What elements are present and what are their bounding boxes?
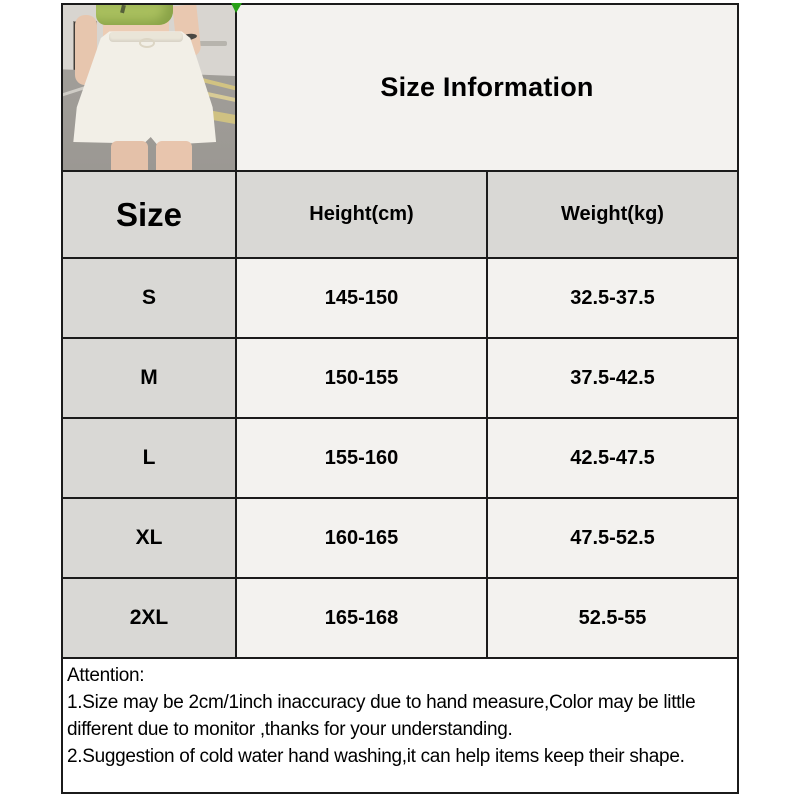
size-value: 2XL — [129, 606, 169, 629]
attention-line: different due to monitor ,thanks for your understanding. — [67, 719, 513, 740]
header-size — [63, 172, 235, 257]
attention-heading: Attention: — [67, 665, 145, 686]
header-height-label: Height(cm) — [309, 203, 414, 225]
table-row-2xl-size — [63, 579, 235, 657]
table-row-s-size — [63, 259, 235, 337]
size-value: S — [141, 286, 156, 309]
attention-line: 2.Suggestion of cold water hand washing,it can help items keep their shape. — [67, 746, 685, 767]
weight-value: 42.5-47.5 — [570, 446, 655, 469]
table-row-xl-size — [63, 499, 235, 577]
header-height — [237, 172, 486, 257]
page-title: Size Information — [380, 72, 594, 102]
table-row-m-size — [63, 339, 235, 417]
weight-value: 37.5-42.5 — [570, 366, 655, 389]
wall-graffiti — [199, 41, 227, 46]
table-row-xl-weight — [488, 499, 737, 577]
size-value: L — [142, 446, 156, 469]
height-value: 150-155 — [324, 366, 399, 389]
title-cell — [237, 5, 737, 170]
table-row-l-weight — [488, 419, 737, 497]
table-row-l-height — [237, 419, 486, 497]
size-chart-sheet — [61, 3, 739, 794]
table-row-s-weight — [488, 259, 737, 337]
model-left-leg — [111, 141, 148, 170]
model-right-leg — [156, 141, 192, 170]
header-weight — [488, 172, 737, 257]
attention-line: 1.Size may be 2cm/1inch inaccuracy due to hand measure,Color may be little — [67, 692, 696, 713]
table-row-m-weight — [488, 339, 737, 417]
green-crop-top — [96, 5, 173, 25]
size-value: XL — [135, 526, 163, 549]
header-weight-label: Weight(kg) — [561, 203, 664, 225]
table-row-s-height — [237, 259, 486, 337]
height-value: 145-150 — [324, 286, 399, 309]
header-size-label: Size — [115, 195, 183, 233]
shorts-drawstring — [139, 38, 155, 48]
weight-value: 32.5-37.5 — [570, 286, 655, 309]
weight-value: 52.5-55 — [578, 606, 647, 629]
height-value: 155-160 — [324, 446, 399, 469]
table-row-2xl-height — [237, 579, 486, 657]
height-value: 165-168 — [324, 606, 399, 629]
table-row-m-height — [237, 339, 486, 417]
weight-value: 47.5-52.5 — [570, 526, 655, 549]
height-value: 160-165 — [324, 526, 399, 549]
product-photo — [63, 5, 235, 170]
size-value: M — [140, 366, 158, 389]
table-row-l-size — [63, 419, 235, 497]
green-corner-marker-icon — [231, 3, 242, 13]
table-row-xl-height — [237, 499, 486, 577]
table-row-2xl-weight — [488, 579, 737, 657]
attention-note — [63, 659, 737, 792]
